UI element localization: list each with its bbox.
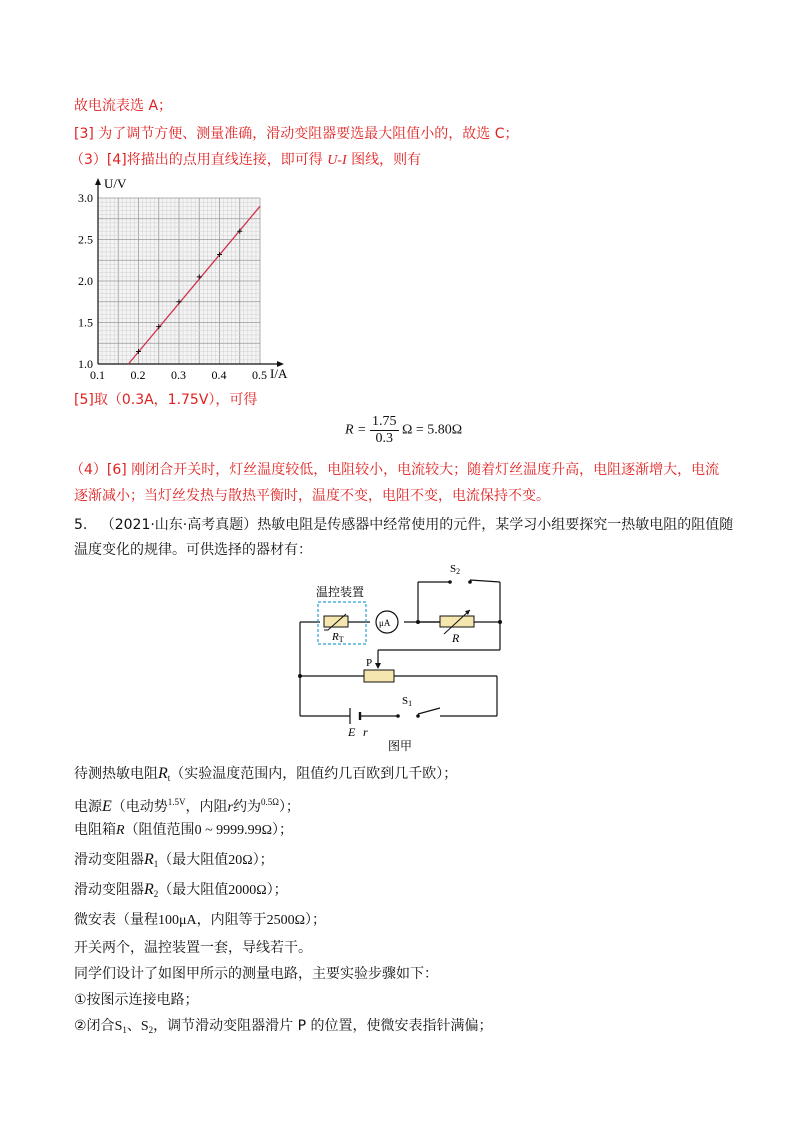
- step-2: ②闭合$S_1$、$S_2$，调节滑动变阻器滑片 P 的位置，使微安表指针满偏；: [74, 1018, 493, 1035]
- x-axis-label: I/A: [270, 366, 288, 381]
- equipment-item-3: 电阻箱R（阻值范围0 ~ 9999.99Ω）；: [74, 822, 294, 838]
- x-tick-label: 0.2: [130, 368, 146, 382]
- formula-rhs: Ω = 5.80Ω: [402, 422, 463, 438]
- question-5-header: 5. （2021·山东·高考真题）热敏电阻是传感器中经常使用的元件，某学习小组要探究一热敏电阻的阻值随: [74, 517, 734, 533]
- x-tick-label: 0.1: [90, 368, 105, 382]
- circuit-diagram: [290, 558, 520, 758]
- rheostat-slider: [364, 670, 394, 682]
- figure-caption: 图甲: [388, 739, 413, 753]
- y-tick-label: 2.5: [78, 232, 93, 247]
- answer-line-3: （3）[4]将描出的点用直线连接，即可得 U-I 图线，则有: [70, 152, 422, 168]
- switch-s1-blade: [418, 708, 440, 714]
- equipment-item-1: 待测热敏电阻$R_t$（实验温度范围内，阻值约几百欧到几千欧）；: [74, 765, 458, 783]
- rt-label: RT: [332, 631, 344, 644]
- answer-line-6: 逐渐减小；当灯丝发热与散热平衡时，温度不变，电阻不变，电流保持不变。: [74, 488, 550, 504]
- x-tick-label: 0.4: [211, 368, 227, 382]
- equipment-item-6: 微安表（量程100μA，内阻等于2500Ω）；: [74, 912, 327, 928]
- thermistor-rt: [324, 616, 348, 627]
- step-1: ①按图示连接电路；: [74, 992, 199, 1008]
- chart-grid: [98, 198, 260, 364]
- y-tick-label: 1.5: [78, 315, 93, 330]
- u-i-chart: [80, 172, 300, 384]
- y-tick-label: 1.0: [78, 357, 93, 371]
- equipment-item-4: 滑动变阻器$R_1$（最大阻值20Ω）；: [74, 851, 274, 869]
- resistance-formula: [345, 414, 462, 447]
- r-label: R: [452, 631, 460, 645]
- internal-r-label: r: [363, 725, 368, 739]
- x-tick-label: 0.3: [171, 368, 186, 382]
- equipment-item-2: 电源E（电动势$^{1.5V}$，内阻r约为$^{0.5\Omega}$）；: [74, 797, 300, 815]
- formula-fraction: $\frac{1.75}{0.3}$: [372, 414, 397, 446]
- slider-p-arrow: [375, 663, 381, 669]
- answer-line-1: 故电流表选 A；: [74, 98, 173, 114]
- y-tick-label: 2.0: [78, 274, 93, 288]
- formula-lhs: R =: [345, 422, 367, 438]
- answer-line-2: [3] 为了调节方便、测量准确，滑动变阻器要选最大阻值小的，故选 C；: [74, 126, 519, 142]
- y-axis-arrow: [95, 178, 101, 185]
- s2-label: S2: [450, 563, 461, 576]
- y-axis-label: U/V: [104, 176, 127, 191]
- meter-label: μA: [379, 618, 391, 628]
- equipment-item-8: 同学们设计了如图甲所示的测量电路，主要实验步骤如下：: [74, 966, 438, 982]
- switch-s2-blade: [470, 580, 500, 582]
- x-tick-label: 0.5: [252, 368, 267, 382]
- question-5-line-2: 温度变化的规律。可供选择的器材有：: [74, 542, 312, 558]
- device-label: 温控装置: [316, 585, 365, 599]
- y-tick-label: 3.0: [78, 191, 93, 205]
- s1-label: S1: [402, 695, 413, 708]
- answer-line-5: （4）[6] 刚闭合开关时，灯丝温度较低，电阻较小，电流较大；随着灯丝温度升高，电阻逐渐增大，电流: [70, 462, 720, 478]
- equipment-item-7: 开关两个，温控装置一套，导线若干。: [74, 940, 312, 956]
- equipment-item-5: 滑动变阻器$R_2$（最大阻值2000Ω）；: [74, 881, 288, 899]
- e-label: E: [348, 725, 356, 739]
- answer-line-4: [5]取（0.3A，1.75V），可得: [74, 392, 258, 408]
- p-label: P: [366, 657, 373, 669]
